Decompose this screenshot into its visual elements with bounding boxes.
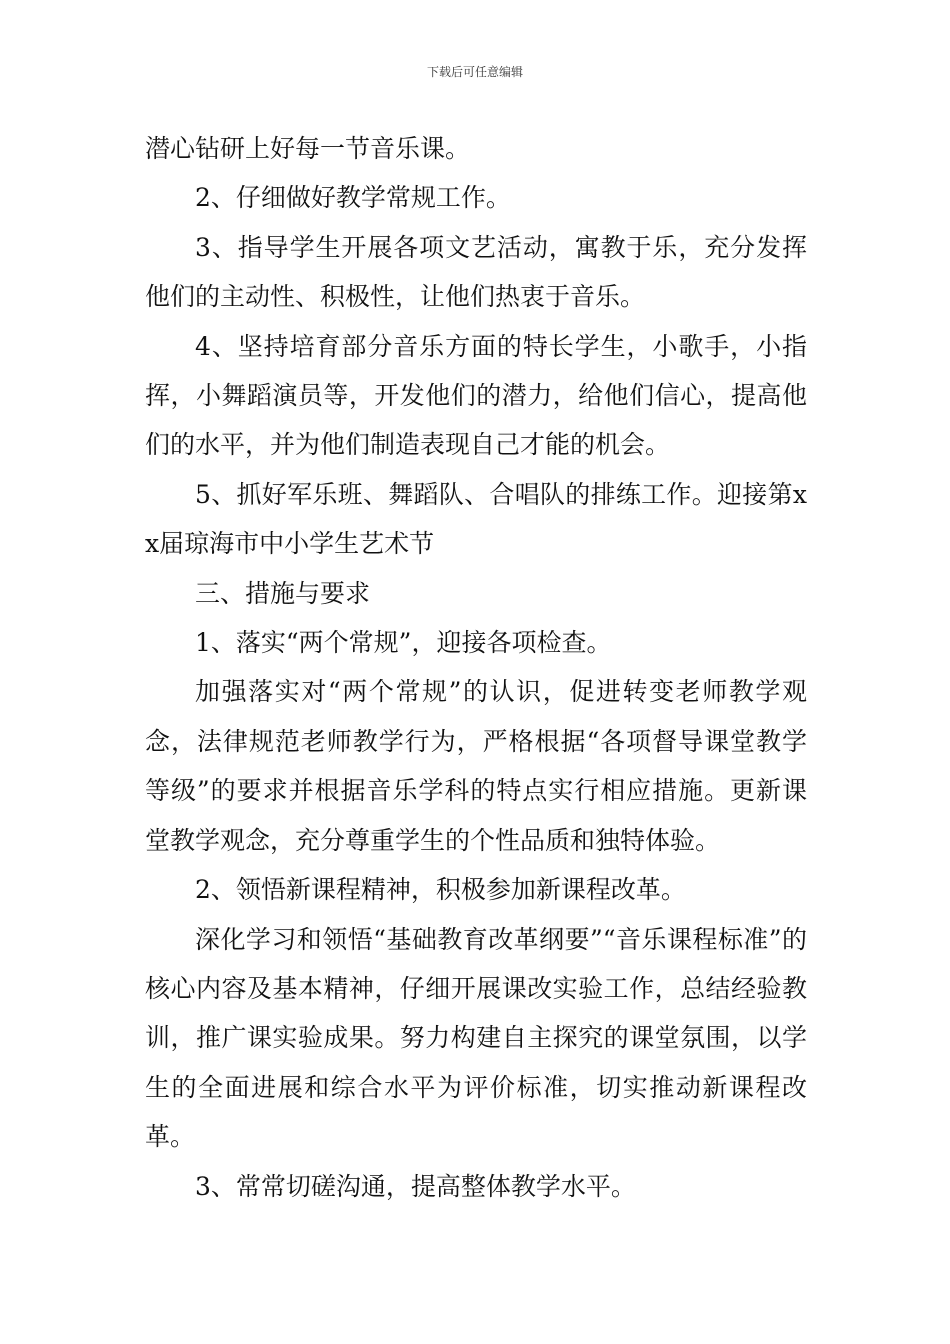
paragraph-1: 潜心钻研上好每一节音乐课。 [145,134,471,163]
page-header: 下载后可任意编辑 [426,65,523,79]
paragraph-7: 1、落实“两个常规”，迎接各项检查。 [195,628,612,658]
paragraph-11: 3、常常切磋沟通，提高整体教学水平。 [195,1171,636,1201]
paragraph-5: 5、抓好军乐班、舞蹈队、合唱队的排练工作。迎接第xx届琼海市中小学生艺术节 [145,479,807,559]
section-heading-measures: 三、措施与要求 [195,578,371,608]
paragraph-3: 3、指导学生开展各项文艺活动，寓教于乐，充分发挥他们的主动性、积极性，让他们热衷于音乐。 [145,232,807,312]
paragraph-8: 加强落实对“两个常规”的认识，促进转变老师教学观念，法律规范老师教学行为，严格根据“各项督导课堂教学等级”的要求并根据音乐学科的特点实行相应措施。更新课堂教学观念，充分尊重学生的个性品质和独特体验。 [145,677,807,855]
paragraph-10: 深化学习和领悟“基础教育改革纲要”“音乐课程标准”的核心内容及基本精神，仔细开展课改实验工作，总结经验教训，推广课实验成果。努力构建自主探究的课堂氛围，以学生的全面进展和综合水平为评价标准，切实推动新课程改革。 [145,924,807,1152]
document-body [145,124,807,1211]
paragraph-2: 2、仔细做好教学常规工作。 [195,183,511,213]
paragraph-4: 4、坚持培育部分音乐方面的特长学生，小歌手，小指挥，小舞蹈演员等，开发他们的潜力，给他们信心，提高他们的水平，并为他们制造表现自己才能的机会。 [145,331,807,460]
paragraph-9: 2、领悟新课程精神，积极参加新课程改革。 [195,875,686,905]
